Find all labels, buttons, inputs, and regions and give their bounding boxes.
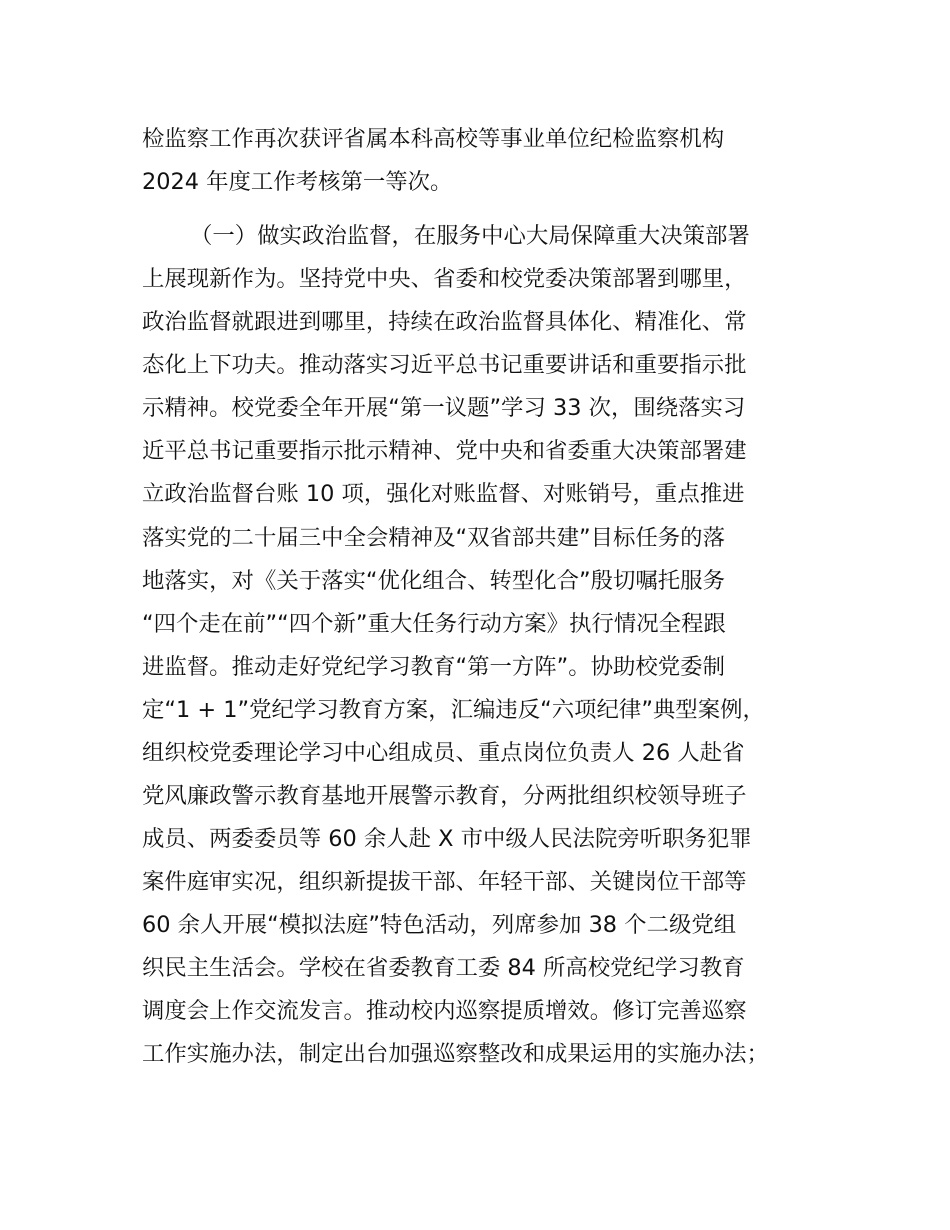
text-line: 进监督。推动走好党纪学习教育“第一方阵”。协助校党委制: [142, 654, 725, 680]
text-line: 成员、两委委员等 60 余人赴 X 市中级人民法院旁听职务犯罪: [142, 826, 752, 852]
text-line: “四个走在前”“四个新”重大任务行动方案》执行情况全程跟: [142, 611, 726, 637]
text-line: 检监察工作再次获评省属本科高校等事业单位纪检监察机构: [142, 126, 725, 152]
text-line: 织民主生活会。学校在省委教育工委 84 所高校党纪学习教育: [142, 955, 745, 981]
text-line: 近平总书记重要指示批示精神、党中央和省委重大决策部署建: [142, 438, 747, 464]
text-line: 党风廉政警示教育基地开展警示教育，分两批组织校领导班子: [142, 783, 747, 809]
text-line: 调度会上作交流发言。推动校内巡察提质增效。修订完善巡察: [142, 998, 747, 1024]
text-line: 态化上下功夫。推动落实习近平总书记重要讲话和重要指示批: [142, 352, 747, 378]
text-line: 立政治监督台账 10 项，强化对账监督、对账销号，重点推进: [142, 481, 745, 507]
text-line: 定“1 + 1”党纪学习教育方案，汇编违反“六项纪律”典型案例，: [142, 697, 765, 723]
paragraph-heading-line: （一）做实政治监督，在服务中心大局保障重大决策部署: [190, 223, 750, 249]
text-line: 上展现新作为。坚持党中央、省委和校党委决策部署到哪里，: [142, 266, 747, 292]
text-line: 案件庭审实况，组织新提拔干部、年轻干部、关键岗位干部等: [142, 869, 747, 895]
text-line: 政治监督就跟进到哪里，持续在政治监督具体化、精准化、常: [142, 309, 747, 335]
text-line: 落实党的二十届三中全会精神及“双省部共建”目标任务的落: [142, 525, 725, 551]
text-line: 工作实施办法，制定出台加强巡察整改和成果运用的实施办法；: [142, 1041, 769, 1067]
text-line: 地落实，对《关于落实“优化组合、转型化合”殷切嘱托服务: [142, 568, 725, 594]
text-line: 2024 年度工作考核第一等次。: [142, 169, 453, 195]
text-line: 60 余人开展“模拟法庭”特色活动，列席参加 38 个二级党组: [142, 912, 737, 938]
text-line: 组织校党委理论学习中心组成员、重点岗位负责人 26 人赴省: [142, 740, 745, 766]
text-line: 示精神。校党委全年开展“第一议题”学习 33 次，围绕落实习: [142, 395, 746, 421]
